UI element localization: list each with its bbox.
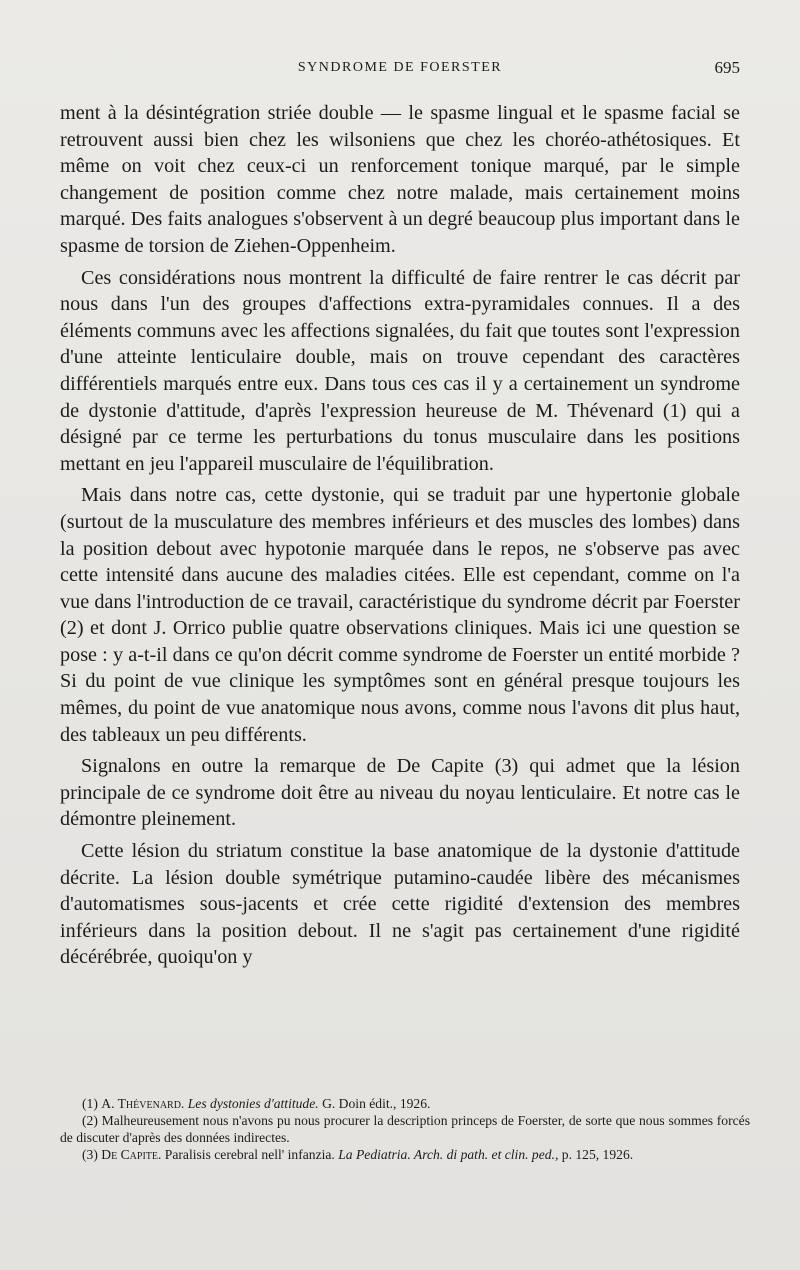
paragraph-2: Ces considérations nous montrent la difficulté de faire rentrer le cas décrit par nous dans l'un des groupes d'affections extra-pyramidales connues. Il a des éléments communs avec les affections signalées, du fait que toutes sont l'expression d'une atteinte lenticulaire double, mais on trouve cependant des caractères différentiels marqués entre eux. Dans tous ces cas il y a certainement un syndrome de dystonie d'attitude, d'après l'expression heureuse de M. Thévenard (1) qui a désigné par ce terme les perturbations du tonus musculaire dans les positions mettant en jeu l'appareil musculaire de l'équilibration. — [60, 266, 740, 475]
paragraph-3: Mais dans notre cas, cette dystonie, qui se traduit par une hypertonie globale (surtout de la musculature des membres inférieurs et des muscles des lombes) dans la position debout avec hypotonie marquée dans le repos, ne s'observe pas avec cette intensité dans aucune des maladies citées. Elle est cependant, comme on l'a vue dans l'introduction de ce travail, caractéristique du syndrome décrit par Foerster (2) et dont J. Orrico publie quatre observations cliniques. Mais ici une question se pose : y a-t-il dans ce qu'on décrit comme syndrome de Foerster un entité morbide ? Si du point de vue clinique les symptômes sont en général presque toujours les mêmes, du point de vue anatomique nous avons, comme nous l'avons dit plus haut, des tableaux un peu différents. — [60, 484, 740, 746]
footnote-3-marker: (3) — [82, 1147, 98, 1162]
footnote-2 — [60, 1112, 750, 1146]
footnote-3-author: De Capite. — [101, 1147, 162, 1162]
footnote-1-marker: (1) — [82, 1096, 98, 1111]
footnote-3-title: Paralisis cerebral nell' infanzia. — [164, 1147, 335, 1162]
paragraph-1: ment à la désintégration striée double — le spasme lingual et le spasme facial se retrouvent aussi bien chez les wilsoniens que chez les choréo-athétosiques. Et même on voit chez ceux-ci un renforcement tonique marqué, par le simple changement de position comme chez notre malade, mais certainement moins marqué. Des faits analogues s'observent à un degré beaucoup plus important dans le spasme de torsion de Ziehen-Oppenheim. — [60, 102, 740, 257]
page-number: 695 — [714, 58, 740, 77]
footnote-1-title: Les dystonies d'attitude. — [187, 1096, 319, 1111]
footnote-1-publisher: G. Doin édit., 1926. — [322, 1096, 431, 1111]
footnote-2-marker: (2) — [82, 1113, 98, 1128]
footnote-3 — [60, 1146, 750, 1163]
running-title: SYNDROME DE FOERSTER — [297, 60, 503, 75]
footnotes — [60, 1095, 750, 1163]
footnote-3-journal: La Pediatria. Arch. di path. et clin. ped., — [338, 1147, 559, 1162]
footnote-3-pages: p. 125, 1926. — [561, 1147, 634, 1162]
paragraph-4: Signalons en outre la remarque de De Capite (3) qui admet que la lésion principale de ce syndrome doit être au niveau du noyau lenticulaire. Et notre cas le démontre pleinement. — [60, 755, 740, 831]
main-text — [60, 100, 740, 971]
footnote-2-text: Malheureusement nous n'avons pu nous procurer la description princeps de Foerster, de sorte que nous sommes forcés de discuter d'après des données indirectes. — [60, 1113, 750, 1145]
footnote-1 — [60, 1095, 750, 1112]
running-header — [60, 60, 740, 80]
paragraph-5: Cette lésion du striatum constitue la base anatomique de la dystonie d'attitude décrite. La lésion double symétrique putamino-caudée libère des mécanismes d'automatismes sous-jacents et crée cette rigidité d'extension des membres inférieurs dans la position debout. Il ne s'agit pas certainement d'une rigidité décérébrée, quoiqu'on y — [60, 840, 740, 969]
footnote-1-author: A. Thévenard. — [101, 1096, 185, 1111]
